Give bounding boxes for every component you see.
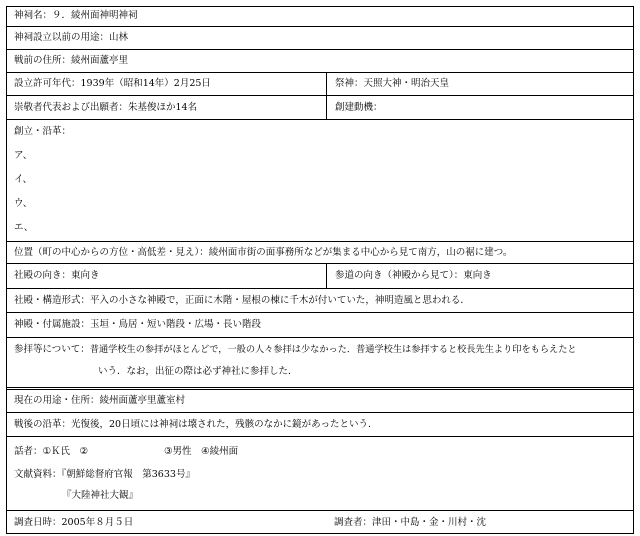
shrine-title: 神祠名：９．綾州面神明神祠 (14, 10, 138, 21)
address-before-text: 戦前の住所：綾州面蘆亭里 (14, 55, 129, 66)
history-item-a: ア、 (14, 150, 33, 161)
references-label: 文献資料： (14, 469, 62, 480)
history-block (6, 120, 634, 242)
history-cell (6, 120, 634, 241)
current-value: 綾州面蘆亭里蘆室村 (99, 395, 186, 406)
form-cell (6, 289, 634, 312)
facing-label: 社殿の向き： (14, 270, 72, 281)
deity-cell (326, 73, 634, 95)
speaker-line: 話者：①Ｋ氏 ② ③男性 ④綾州面 (14, 446, 239, 457)
history-item-e: エ、 (14, 222, 34, 233)
worship-label: 参拝等について： (14, 344, 90, 355)
postwar-label: 戦後の沿革： (14, 418, 72, 430)
approach-value: 東向き (463, 270, 492, 281)
permit-label: 設立許可年代： (14, 78, 81, 89)
worship-cell (6, 338, 634, 387)
facing-value: 東向き (71, 270, 100, 281)
current-label: 現在の用途・住所： (14, 395, 100, 406)
address-before-row (6, 50, 634, 73)
form-row (6, 289, 634, 313)
title-row (6, 6, 634, 27)
surveyors-value: 津田・中島・金・川村・沈 (372, 516, 487, 528)
worshipper-motive-row (6, 96, 634, 120)
permit-cell (6, 73, 326, 95)
location-value: 綾州面市街の面事務所などが集まる中心から見て南方，山の裾に建つ。 (208, 246, 513, 258)
usage-before-row (6, 27, 634, 50)
form-label: 社殿・構造形式： (14, 294, 91, 306)
surveyors-cell (326, 511, 634, 534)
survey-date-label: 調査日時： (14, 516, 62, 528)
motive-cell (326, 96, 634, 119)
current-row (6, 390, 634, 413)
deity-value: 天照大神・明治天皇 (363, 78, 450, 89)
worshipper-value: 朱基俊ほか14名 (128, 101, 198, 113)
history-item-i: イ、 (14, 174, 33, 185)
location-label: 位置（町の中心からの方位・高低差・見え）： (14, 246, 209, 258)
facing-cell (6, 264, 326, 288)
history-item-u: ウ、 (14, 198, 33, 209)
approach-cell (326, 264, 634, 288)
postwar-cell (6, 413, 634, 436)
survey-date-value: 2005年８月５日 (61, 516, 134, 528)
references-first-line (14, 469, 195, 481)
postwar-row (6, 413, 634, 437)
reference-1: 『朝鮮総督府官報 第3633号』 (61, 469, 195, 480)
postwar-value: 光復後，20日頃には神祠は壊された，残骸のなかに鏡があったという． (71, 418, 378, 430)
location-row (6, 242, 634, 264)
approach-label: 参道の向き（神殿から見て）： (335, 270, 464, 281)
worship-line-1: 普通学校生の参拝がほとんどで，一般の人々参拝は少なかった．普通学校生は参拝すると校長先生より印をもらえたと (89, 344, 577, 355)
deity-label: 祭神： (335, 78, 364, 89)
location-cell (6, 242, 634, 263)
permit-value: 1939年（昭和14年）2月25日 (80, 78, 211, 89)
facilities-cell (6, 313, 634, 337)
current-cell (6, 390, 634, 412)
facing-approach-row (6, 264, 634, 289)
history-label: 創立・沿革： (14, 126, 72, 137)
worship-line-2: いう．なお，出征の際は必ず神社に参拝した． (98, 366, 298, 377)
surveyors-label: 調査者： (334, 516, 373, 528)
worship-row (6, 338, 634, 390)
facilities-value: 玉垣・鳥居・短い階段・広場・長い階段 (90, 319, 262, 330)
form-value: 平入の小さな神殿で，正面に木階・屋根の棟に千木が付いていた，神明造風と思われる． (90, 294, 470, 306)
worshipper-label: 崇敬者代表および出願者： (14, 101, 129, 113)
reference-2: 『大陸神社大観』 (62, 490, 139, 501)
motive-label: 創建動機： (335, 101, 383, 113)
facilities-row (6, 313, 634, 338)
permit-deity-row (6, 73, 634, 96)
worshipper-cell (6, 96, 326, 119)
survey-date-cell (6, 511, 326, 534)
survey-row (6, 511, 634, 534)
facilities-label: 神殿・付属施設： (14, 319, 91, 330)
usage-before-text: 神祠設立以前の用途：山林 (14, 32, 129, 43)
